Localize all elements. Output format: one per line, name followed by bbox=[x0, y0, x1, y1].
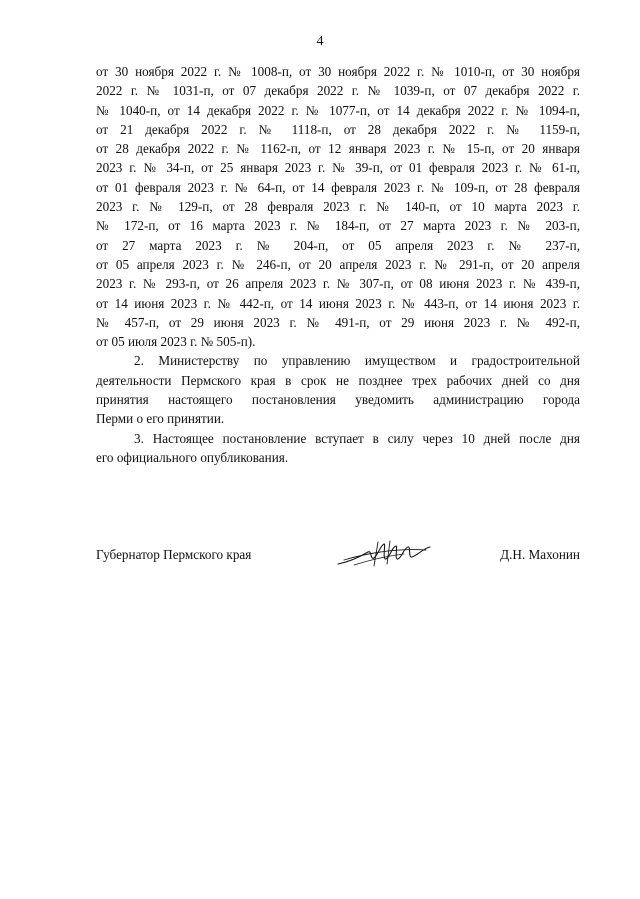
page-number: 4 bbox=[316, 34, 324, 49]
text-line: 2023 г. № 293-п, от 26 апреля 2023 г. № 307-п, от 08 июня 2023 г. № 439-п, bbox=[96, 276, 580, 292]
text-line: от 05 апреля 2023 г. № 246-п, от 20 апреля 2023 г. № 291-п, от 20 апреля bbox=[96, 256, 580, 272]
text-line: от 28 декабря 2022 г. № 1162-п, от 12 января 2023 г. № 15-п, от 20 января bbox=[96, 141, 580, 157]
text-line: № 1040-п, от 14 декабря 2022 г. № 1077-п, от 14 декабря 2022 г. № 1094-п, bbox=[96, 102, 580, 118]
text-line: 3. Настоящее постановление вступает в силу через 10 дней после дня bbox=[134, 430, 580, 446]
text-line: от 21 декабря 2022 г. № 1118-п, от 28 декабря 2022 г. № 1159-п, bbox=[96, 121, 580, 137]
paragraph-2 bbox=[96, 351, 580, 428]
signature-block bbox=[96, 544, 580, 574]
text-line: 2023 г. № 34-п, от 25 января 2023 г. № 39-п, от 01 февраля 2023 г. № 61-п, bbox=[96, 160, 580, 176]
text-line: деятельности Пермского края в срок не позднее трех рабочих дней со дня bbox=[96, 372, 580, 388]
signatory-name: Д.Н. Махонин bbox=[500, 547, 580, 562]
text-line: от 01 февраля 2023 г. № 64-п, от 14 февраля 2023 г. № 109-п, от 28 февраля bbox=[96, 179, 580, 195]
text-line: № 457-п, от 29 июня 2023 г. № 491-п, от 29 июня 2023 г. № 492-п, bbox=[96, 314, 580, 330]
text-line: № 172-п, от 16 марта 2023 г. № 184-п, от 27 марта 2023 г. № 203-п, bbox=[96, 218, 580, 234]
text-line: от 30 ноября 2022 г. № 1008-п, от 30 ноября 2022 г. № 1010-п, от 30 ноября bbox=[96, 64, 580, 79]
text-line: Перми о его принятии. bbox=[96, 411, 225, 427]
text-line: от 27 марта 2023 г. № 204-п, от 05 апреля 2023 г. № 237-п, bbox=[96, 237, 580, 253]
text-line: от 14 июня 2023 г. № 442-п, от 14 июня 2023 г. № 443-п, от 14 июня 2023 г. bbox=[96, 295, 580, 311]
paragraph-3 bbox=[96, 429, 580, 468]
paragraph-1 bbox=[96, 62, 580, 351]
text-line: его официального опубликования. bbox=[96, 449, 289, 465]
text-line: 2023 г. № 129-п, от 28 февраля 2023 г. № 140-п, от 10 марта 2023 г. bbox=[96, 199, 580, 215]
text-line: принятия настоящего постановления уведомить администрацию города bbox=[96, 392, 580, 408]
signatory-position: Губернатор Пермского края bbox=[96, 547, 252, 562]
document-body bbox=[96, 62, 580, 467]
text-line: 2022 г. № 1031-п, от 07 декабря 2022 г. № 1039-п, от 07 декабря 2022 г. bbox=[96, 83, 580, 99]
text-line: 2. Министерству по управлению имуществом и градостроительной bbox=[134, 353, 580, 369]
text-line: от 05 июля 2023 г. № 505-п). bbox=[96, 334, 256, 350]
handwritten-signature bbox=[334, 538, 434, 572]
